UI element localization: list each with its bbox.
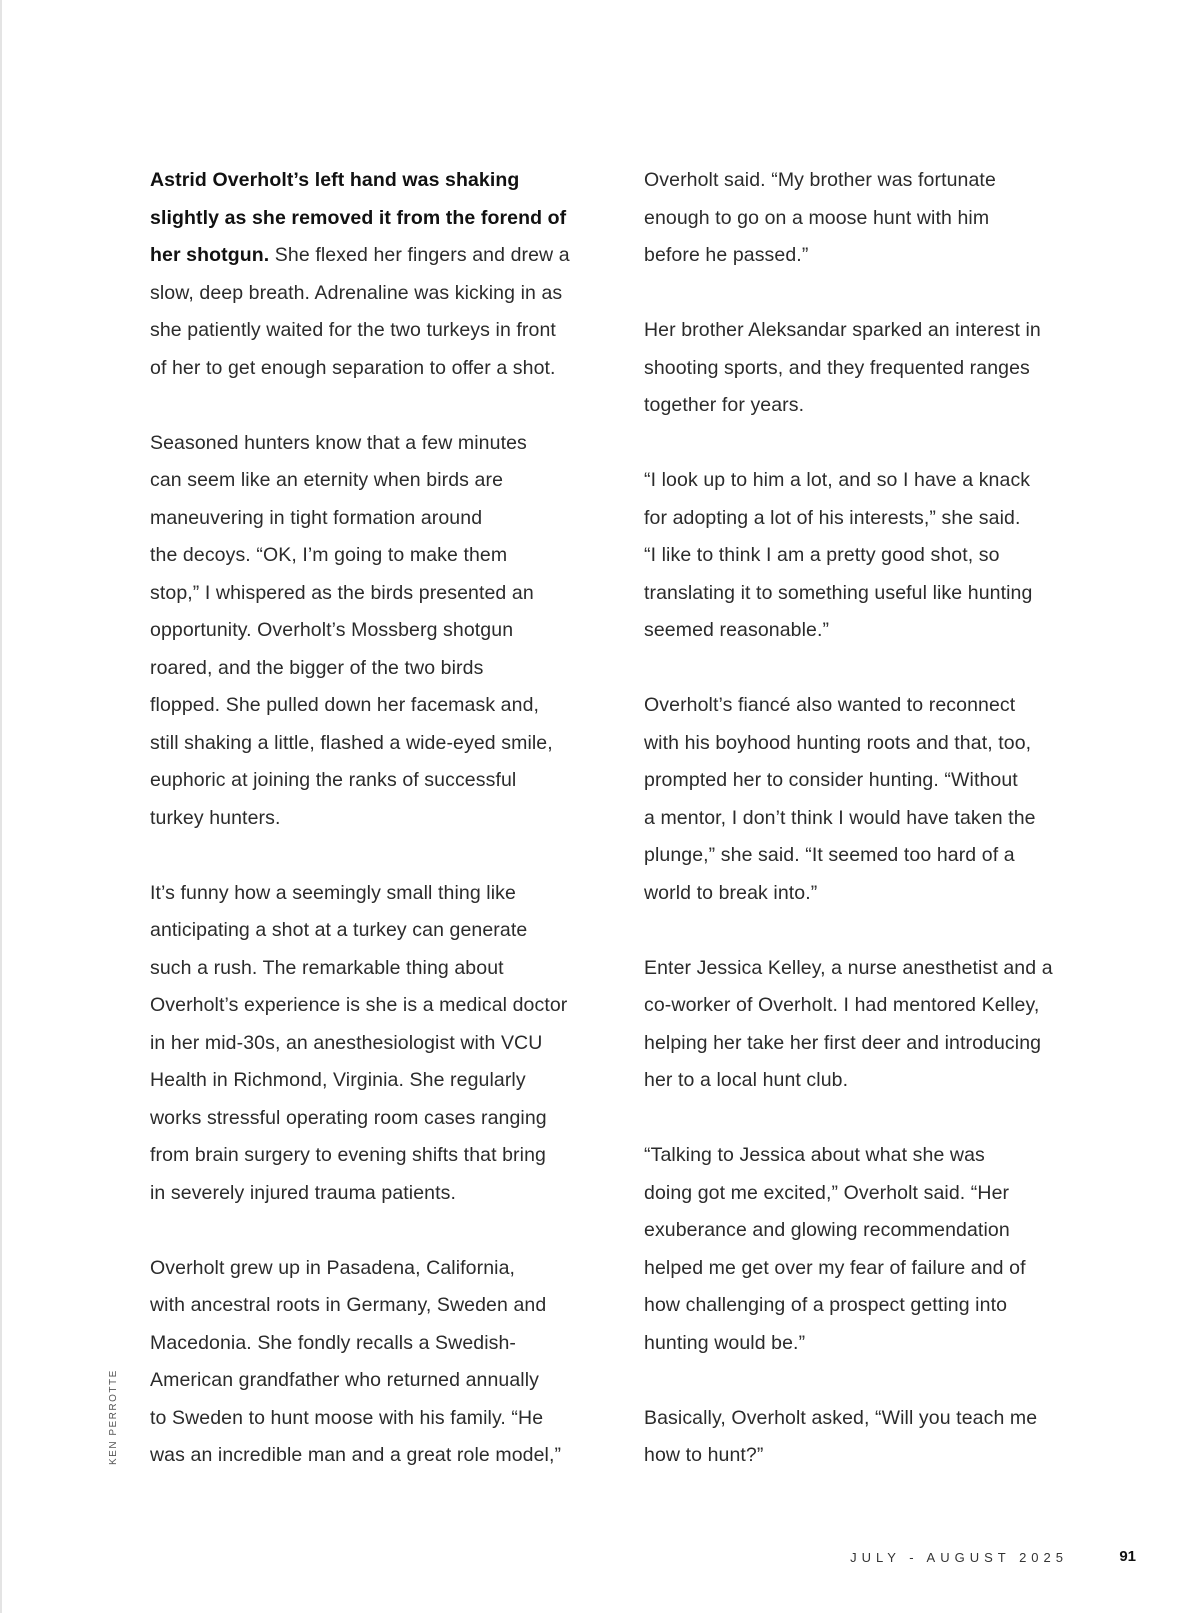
article-paragraph: “Talking to Jessica about what she was doing got me excited,” Overholt said. “Her exuberance and glowing recommendation helped me get over my fear of failure and of how challenging of a prospect getting into hunting would be.” — [644, 1144, 1026, 1354]
article-paragraph: “I look up to him a lot, and so I have a knack for adopting a lot of his interests,” she said. “I like to think I am a pretty good shot, so translating it to something useful like hunting seemed reasonable.” — [644, 469, 1033, 641]
article-paragraph: Enter Jessica Kelley, a nurse anesthetist and a co-worker of Overholt. I had mentored Kelley, helping her take her first deer and introducing her to a local hunt club. — [644, 956, 1053, 1091]
article-paragraph: It’s funny how a seemingly small thing like anticipating a shot at a turkey can generate such a rush. The remarkable thing about Overholt’s experience is she is a medical doctor in her mid-30s, an anesthesiologist with VCU Health in Richmond, Virginia. She regularly works stressful operating room cases ranging from brain surgery to evening shifts that bring in severely injured trauma patients. — [150, 881, 568, 1204]
article-paragraph: Overholt grew up in Pasadena, California, with ancestral roots in Germany, Sweden and Macedonia. She fondly recalls a Swedish- American grandfather who returned annually to Sweden to hunt moose with his family. “He was an incredible man and a great role model,” — [150, 1256, 562, 1466]
article-column-left — [150, 162, 600, 1512]
page-edge — [0, 0, 2, 1613]
paragraph-text: She flexed her fingers and drew a slow, deep breath. Adrenaline was kicking in as she patiently waited for the two turkeys in front of her to get enough separation to offer a shot. — [150, 244, 570, 379]
article-column-right — [644, 162, 1094, 1512]
article-paragraph: Her brother Aleksandar sparked an interest in shooting sports, and they frequented ranges together for years. — [644, 319, 1041, 416]
lead-in-bold: Astrid Overholt’s left hand was shaking slightly as she removed it from the forend of her shotgun. — [150, 169, 567, 266]
article-paragraph: Overholt said. “My brother was fortunate enough to go on a moose hunt with him before he passed.” — [644, 169, 996, 266]
photo-credit: KEN PERROTTE — [108, 1369, 119, 1465]
article-paragraph: Basically, Overholt asked, “Will you teach me how to hunt?” — [644, 1406, 1038, 1466]
article-paragraph: Seasoned hunters know that a few minutes can seem like an eternity when birds are maneuvering in tight formation around the decoys. “OK, I’m going to make them stop,” I whispered as the birds presented an opportunity. Overholt’s Mossberg shotgun roared, and the bigger of the two birds flopped. She pulled down her facemask and, still shaking a little, flashed a wide-eyed smile, euphoric at joining the ranks of successful turkey hunters. — [150, 431, 553, 829]
article-paragraph: Overholt’s fiancé also wanted to reconnect with his boyhood hunting roots and that, too, prompted her to consider hunting. “Without a mentor, I don’t think I would have taken the plunge,” she said. “It seemed too hard of a world to break into.” — [644, 694, 1036, 904]
article-paragraph — [150, 162, 600, 387]
page-number: 91 — [1119, 1548, 1136, 1565]
issue-date: JULY - AUGUST 2025 — [850, 1550, 1068, 1565]
